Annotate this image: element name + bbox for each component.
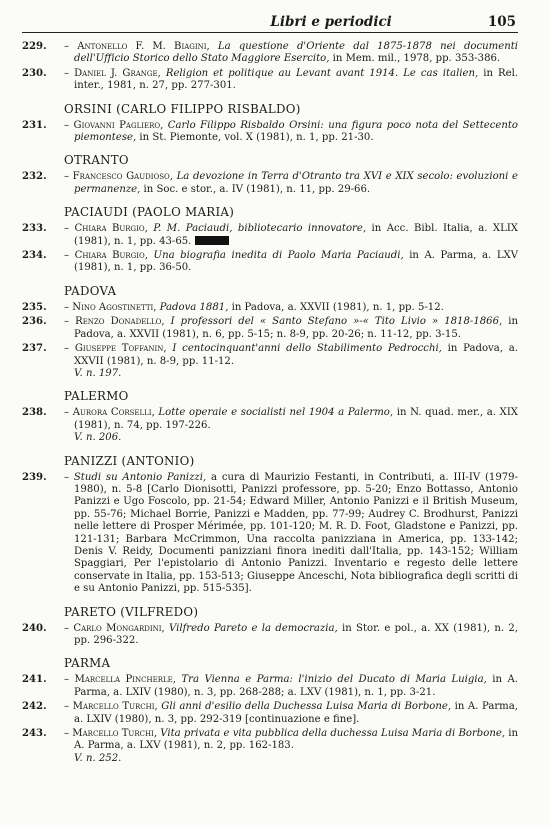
entry-dash: –: [64, 223, 75, 235]
entry-title: Vilfredo Pareto e la democrazia,: [164, 622, 338, 634]
entry-title: Tra Vienna e Parma: l'inizio del Ducato di Maria Luigia,: [175, 674, 487, 686]
entry-dash: –: [64, 171, 73, 183]
entry-dash: –: [64, 41, 78, 52]
page-number: 105: [487, 14, 516, 30]
entry-author: Carlo Mongardini,: [73, 622, 165, 634]
entry-title: La questione d'Oriente dal 1875-1878 nei documenti dell'Ufficio Storico dello Stato Maggiore Esercito,: [74, 41, 518, 65]
entry-citation: in Mem. mil., 1978, pp. 353-386.: [329, 53, 501, 65]
entry-author: Chiara Burgio,: [74, 250, 149, 262]
entry-title: Carlo Filippo Risbaldo Orsini: una figura poco nota del Settecento piemontese,: [74, 119, 518, 144]
entry-citation: in Rel. inter., 1981, n. 27, pp. 277-301.: [74, 67, 519, 92]
cross-reference: V. n. 252.: [74, 752, 122, 764]
entry-dash: –: [64, 471, 74, 483]
bib-entry-232: [22, 171, 518, 196]
entry-title: Gli anni d'esilio della Duchessa Luisa Maria di Borbone,: [157, 701, 452, 713]
entry-number: 240.: [22, 622, 47, 634]
entry-number: 237.: [22, 343, 47, 355]
bib-entry-240: [22, 623, 518, 648]
entry-author: Antonello F. M. Biagini,: [77, 41, 210, 52]
entry-number: 233.: [22, 223, 47, 235]
entry-dash: –: [64, 407, 73, 419]
entry-author: Marcello Turchi,: [72, 701, 158, 713]
entry-number: 242.: [22, 701, 47, 713]
entry-number: 234.: [22, 250, 47, 262]
cross-reference: V. n. 197.: [74, 367, 122, 379]
running-head: [22, 14, 518, 33]
entry-title: Religion et politique au Levant avant 1914. Le cas italien,: [160, 67, 479, 79]
section-heading-otranto: OTRANTO: [64, 153, 129, 168]
entry-author: Nino Agostinetti,: [72, 301, 157, 313]
entry-citation: in Padova, a. XXVII (1981), n. 8-9, pp. 11-12.: [74, 343, 518, 367]
entry-dash: –: [64, 728, 73, 740]
entry-title: Una biografia inedita di Paolo Maria Paciaudi,: [148, 250, 404, 262]
entry-author: Giovanni Pagliero,: [73, 119, 164, 131]
bib-entry-233: [22, 223, 518, 248]
section-heading-palermo: PALERMO: [64, 389, 129, 404]
bib-entry-236: [22, 316, 518, 341]
bib-entry-241: [22, 674, 518, 699]
entry-title: P. M. Paciaudi, bibliotecario innovatore,: [147, 223, 367, 235]
bib-entry-229: [22, 41, 518, 66]
entry-citation: in Padova, a. XXVII (1981), n. 6, pp. 5-15; n. 8-9, pp. 20-26; n. 11-12, pp. 3-15.: [74, 316, 518, 340]
entry-title: La devozione in Terra d'Otranto tra XVI e XIX secolo: evoluzioni e permanenze,: [74, 171, 518, 195]
cross-reference: V. n. 206.: [74, 432, 122, 444]
entry-title: I centocinquant'anni dello Stabilimento Pedrocchi,: [166, 343, 442, 355]
entry-dash: –: [64, 301, 73, 313]
section-heading-panizzi: PANIZZI (ANTONIO): [64, 453, 195, 468]
entry-number: 235.: [22, 301, 47, 313]
entry-title: Vita privata e vita pubblica della duchessa Luisa Maria di Borbone,: [157, 728, 506, 740]
entry-number: 231.: [22, 119, 47, 131]
entry-number: 230.: [22, 67, 47, 79]
redaction-mark: [195, 236, 229, 245]
bib-entry-243: [22, 728, 518, 765]
entry-number: 236.: [22, 316, 47, 328]
entry-citation: in A. Parma, a. LXIV (1980), n. 3, pp. 268-288; a. LXV (1981), n. 1, pp. 3-21.: [74, 674, 518, 698]
section-heading-orsini: ORSINI (CARLO FILIPPO RISBALDO): [64, 101, 301, 116]
entry-dash: –: [64, 343, 75, 355]
entry-dash: –: [64, 250, 75, 262]
entry-title: I professori del « Santo Stefano »-« Tito Livio » 1818-1866,: [164, 316, 503, 328]
entry-author: Chiara Burgio,: [74, 223, 148, 235]
entry-author: Francesco Gaudioso,: [72, 171, 173, 183]
entry-number: 232.: [22, 171, 47, 183]
bib-entry-230: [22, 68, 518, 93]
entry-author: Marcella Pincherle,: [74, 674, 176, 686]
entry-dash: –: [64, 316, 76, 328]
entry-citation: in A. Parma, a. LXIV (1980), n. 3, pp. 292-319 [continuazione e fine].: [74, 701, 518, 725]
bib-entry-235: [22, 302, 518, 314]
entry-number: 243.: [22, 728, 47, 740]
entry-citation: a cura di Maurizio Festanti, in Contributi, a. III-IV (1979-1980), n. 5-8 [Carlo Dionisotti, Panizzi professore, pp. 5-20; Enzo Bottasso, Antonio Panizzi e Ugo Foscolo, pp. 21-54; Edward Miller, Antonio Panizzi e il British Museum, pp. 55-76; Michael Borrie, Panizzi e Madden, pp. 77-99; Audrey C. Brodhurst, Panizzi nelle lettere di Prosper Mérimée, pp. 101-120; M. R. D. Foot, Gladstone e Panizzi, pp. 121-131; Barbara McCrimmon, Una raccolta panizziana in America, pp. 133-142; Denis V. Reidy, Documenti panizziani finora inediti dall'Italia, pp. 143-152; William Spaggiari, Per l'epistolario di Antonio Panizzi. Inventario e regesto delle lettere conservate in Italia, pp. 153-513; Giuseppe Anceschi, Nota bibliografica degli scritti di e su Antonio Panizzi, pp. 515-535].: [74, 471, 518, 595]
bib-entry-238: [22, 407, 518, 444]
section-heading-padova: PADOVA: [64, 283, 117, 298]
entry-citation: in St. Piemonte, vol. X (1981), n. 1, pp. 21-30.: [136, 132, 374, 144]
entry-number: 229.: [22, 41, 47, 52]
entry-number: 239.: [22, 471, 47, 483]
entry-citation: in Soc. e stor., a. IV (1981), n. 11, pp. 29-66.: [140, 183, 371, 195]
entry-dash: –: [64, 119, 74, 131]
section-heading-paciaudi: PACIAUDI (PAOLO MARIA): [64, 205, 235, 220]
entry-dash: –: [64, 622, 74, 634]
entry-number: 241.: [22, 674, 47, 686]
entry-author: Daniel J. Grange,: [74, 67, 161, 79]
bib-entry-237: [22, 343, 518, 380]
entry-dash: –: [64, 701, 73, 713]
entry-title: Padova 1881,: [156, 301, 229, 313]
entry-author: Renzo Donadello,: [75, 316, 165, 328]
entry-citation: in A. Parma, a. LXV (1981), n. 2, pp. 162-183.: [74, 728, 518, 752]
entry-citation: in Padova, a. XXVII (1981), n. 1, pp. 5-12.: [228, 301, 444, 313]
entry-citation: in N. quad. mer., a. XIX (1981), n. 74, pp. 197-226.: [74, 407, 518, 431]
entry-dash: –: [64, 674, 75, 686]
entry-dash: –: [64, 67, 75, 79]
entry-author: Giuseppe Toffanin,: [74, 343, 167, 355]
entry-number: 238.: [22, 407, 47, 419]
entry-title: Lotte operaie e socialisti nel 1904 a Palermo,: [154, 407, 394, 419]
bib-entry-242: [22, 701, 518, 726]
section-heading-parma: PARMA: [64, 656, 111, 671]
running-title: Libri e periodici: [270, 14, 392, 30]
bib-entry-231: [22, 120, 518, 145]
entry-title: Studi su Antonio Panizzi,: [73, 471, 207, 483]
section-heading-pareto: PARETO (VILFREDO): [64, 604, 199, 619]
entry-citation: in A. Parma, a. LXV (1981), n. 1, pp. 36-50.: [74, 250, 518, 274]
entry-citation: in Stor. e pol., a. XX (1981), n. 2, pp. 296-322.: [74, 622, 518, 646]
bib-entry-234: [22, 250, 518, 275]
entry-author: Marcello Turchi,: [72, 728, 158, 740]
entry-author: Aurora Corselli,: [72, 407, 155, 419]
bib-entry-239: [22, 472, 518, 596]
entry-citation: in Acc. Bibl. Italia, a. XLIX (1981), n. 1, pp. 43-65.: [74, 223, 518, 247]
